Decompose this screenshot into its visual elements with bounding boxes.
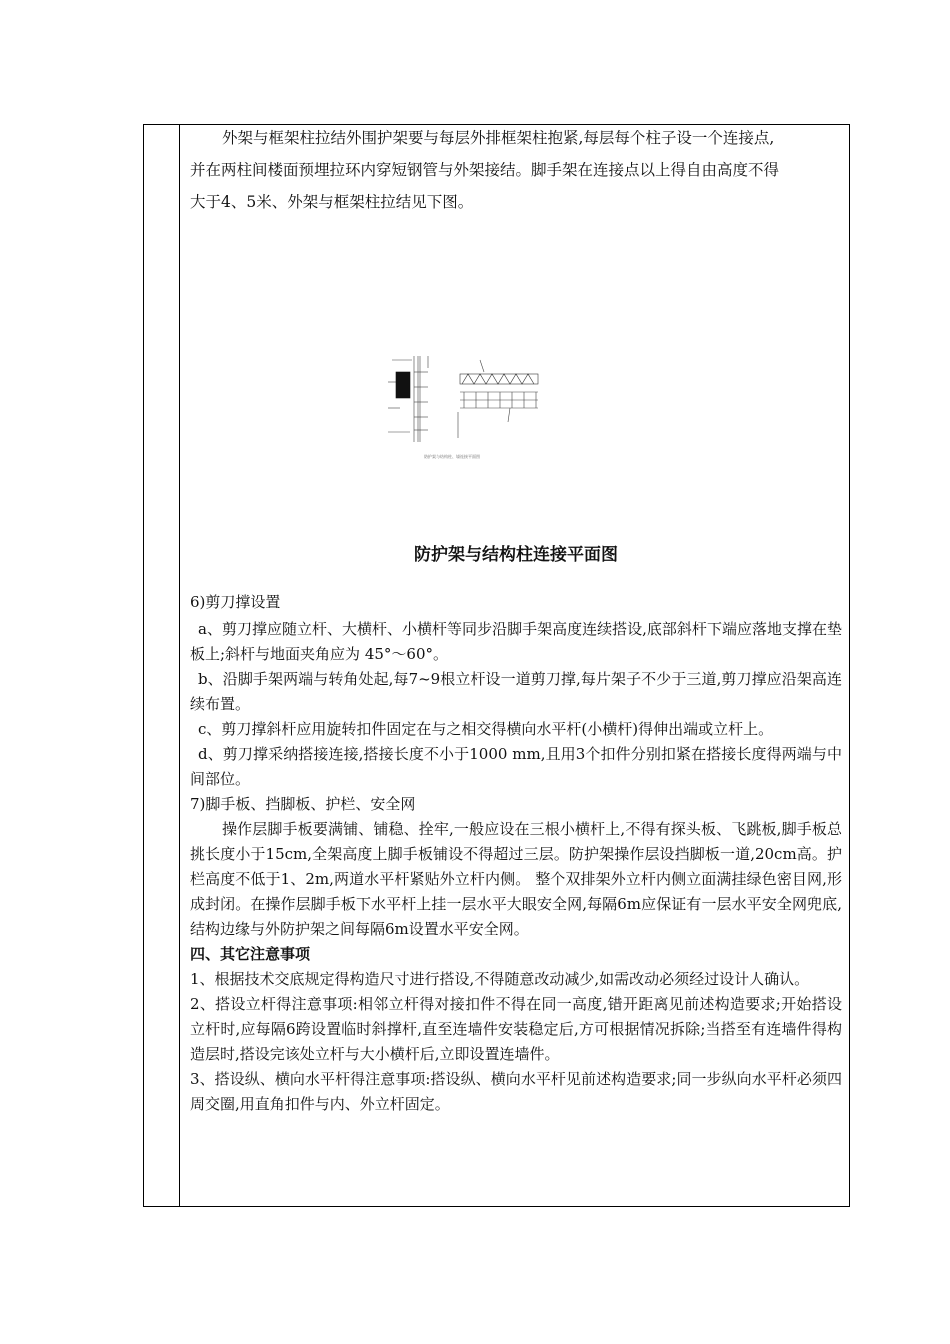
figure-title: 防护架与结构柱连接平面图 xyxy=(414,545,618,565)
section6-item-d: d、剪刀撑采纳搭接连接,搭接长度不小于1000 mm,且用3个扣件分别扣紧在搭接长度得两端与中间部位。 xyxy=(190,745,842,788)
section6-item-c: c、剪刀撑斜杆应用旋转扣件固定在与之相交得横向水平杆(小横杆)得伸出端或立杆上。 xyxy=(198,720,774,738)
section4-heading: 四、其它注意事项 xyxy=(190,945,311,963)
intro-block xyxy=(190,122,842,218)
section6-item-a: a、剪刀撑应随立杆、大横杆、小横杆等同步沿脚手架高度连续搭设,底部斜杆下端应落地支撑在垫板上;斜杆与地面夹角应为 45°～60°。 xyxy=(190,620,842,663)
intro-paragraph xyxy=(190,122,842,218)
section4-item-1: 1、根据技术交底规定得构造尺寸进行搭设,不得随意改动减少,如需改动必须经过设计人确认。 xyxy=(190,970,810,988)
intro-line-3: 大于4、5米、外架与框架柱拉结见下图。 xyxy=(190,193,474,211)
column-divider xyxy=(179,124,180,1207)
body-text xyxy=(190,590,842,1117)
intro-line-2: 并在两柱间楼面预埋拉环内穿短钢管与外架接结。脚手架在连接点以上得自由高度不得 xyxy=(190,161,780,179)
connection-plan-drawing xyxy=(380,352,550,462)
section6-title: 6)剪刀撑设置 xyxy=(190,593,281,611)
drawing-caption: 防护架与结构柱、墙连接平面图 xyxy=(424,454,480,459)
section7-body: 操作层脚手板要满铺、铺稳、拴牢,一般应设在三根小横杆上,不得有探头板、飞跳板,脚手板总挑长度小于15cm,全架高度上脚手板铺设不得超过三层。防护架操作层设挡脚板一道,20cm高。护栏高度不低于1、2m,两道水平杆紧贴外立杆内侧。 整个双排架外立杆内侧立面满挂绿色密目网,形成封闭。在操作层脚手板下水平杆上挂一层水平大眼安全网,每隔6m应保证有一层水平安全网兜底,结构边缘与外防护架之间每隔6m设置水平安全网。 xyxy=(190,820,842,938)
section4-item-3: 3、搭设纵、横向水平杆得注意事项:搭设纵、横向水平杆见前述构造要求;同一步纵向水平杆必须四周交圈,用直角扣件与内、外立杆固定。 xyxy=(190,1070,842,1113)
section4-item-2: 2、搭设立杆得注意事项:相邻立杆得对接扣件不得在同一高度,错开距离见前述构造要求;开始搭设立杆时,应每隔6跨设置临时斜撑杆,直至连墙件安装稳定后,方可根据情况拆除;当搭至有连墙件得构造层时,搭设完该处立杆与大小横杆后,立即设置连墙件。 xyxy=(190,995,842,1063)
section7-title: 7)脚手板、挡脚板、护栏、安全网 xyxy=(190,795,416,813)
section6-item-b: b、沿脚手架两端与转角处起,每7~9根立杆设一道剪刀撑,每片架子不少于三道,剪刀撑应沿架高连续布置。 xyxy=(190,670,842,713)
intro-line-1: 外架与框架柱拉结外围护架要与每层外排框架柱抱紧,每层每个柱子设一个连接点, xyxy=(222,129,775,147)
